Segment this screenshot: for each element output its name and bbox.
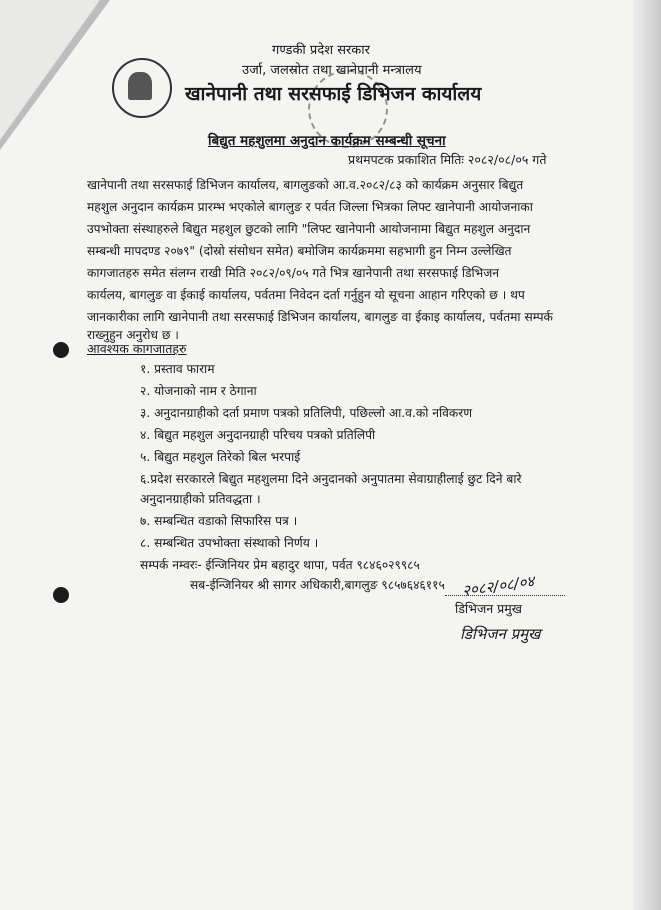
document-item: ७. सम्बन्धित वडाको सिफारिस पत्र । bbox=[140, 514, 298, 528]
body-line: राख्नुहुन अनुरोध छ । bbox=[87, 328, 179, 342]
document-item: ४. बिद्युत महशुल अनुदानग्राही परिचय पत्रको प्रतिलिपी bbox=[140, 428, 376, 442]
signature-line bbox=[445, 595, 565, 596]
contact-engineer: सम्पर्क नम्वरः- ईन्जिनियर प्रेम बहादुर थापा, पर्वत ९८४६०२९९८५ bbox=[140, 558, 420, 572]
document-item: २. योजनाको नाम र ठेगाना bbox=[140, 384, 257, 398]
office-name: खानेपानी तथा सरसफाई डिभिजन कार्यालय bbox=[185, 83, 482, 105]
handwritten-signature: २०८२/०८/०४ bbox=[461, 572, 536, 600]
punch-hole bbox=[53, 342, 69, 358]
signatory-title-handwritten: डिभिजन प्रमुख bbox=[460, 625, 541, 643]
document-item: ८. सम्बन्धित उपभोक्ता संस्थाको निर्णय । bbox=[140, 536, 319, 550]
body-line: सम्बन्धी मापदण्ड २०७९" (दोस्रो संसोधन समेत) बमोजिम कार्यक्रममा सहभागी हुन निम्न उल्लेखित bbox=[87, 244, 512, 258]
contact-sub-engineer: सब-ईन्जिनियर श्री सागर अधिकारी,बागलुङ ९८५७६४६११५ bbox=[190, 578, 445, 592]
body-line: जानकारीका लागि खानेपानी तथा सरसफाई डिभिजन कार्यालय, बागलुङ वा ईकाइ कार्यालय, पर्वतमा सम्पर्क bbox=[87, 310, 553, 324]
document-item: ५. बिद्युत महशुल तिरेको बिल भरपाई bbox=[140, 450, 301, 464]
body-line: उपभोक्ता संस्थाहरुले बिद्युत महशुल छुटको लागि "लिफ्ट खानेपानी आयोजनामा बिद्युत महशुल अनुदान bbox=[87, 222, 531, 236]
page-edge-shadow bbox=[633, 0, 661, 910]
document-item: ३. अनुदानग्राहीको दर्ता प्रमाण पत्रको प्रतिलिपी, पछिल्लो आ.व.को नविकरण bbox=[140, 406, 473, 420]
government-emblem-icon bbox=[112, 58, 172, 118]
punch-hole bbox=[53, 587, 69, 603]
body-line: कार्यलय, बागलुङ वा ईकाई कार्यालय, पर्वतमा निवेदन दर्ता गर्नुहुन यो सूचना आहान गरिएको छ । थप bbox=[87, 288, 525, 302]
signatory-title: डिभिजन प्रमुख bbox=[455, 601, 522, 616]
folded-corner-highlight bbox=[0, 0, 100, 140]
notice-title: बिद्युत महशुलमा अनुदान कार्यक्रम सम्बन्धी सूचना bbox=[208, 133, 446, 149]
document-item: १. प्रस्ताव फाराम bbox=[140, 362, 215, 376]
ministry-name: उर्जा, जलस्रोत तथा खानेपानी मन्त्रालय bbox=[242, 63, 422, 78]
body-line: कागजातहरु समेत संलग्न राखी मिति २०८२/०९/०५ गते भित्र खानेपानी तथा सरसफाई डिभिजन bbox=[87, 266, 500, 280]
documents-heading: आवश्यक कागजातहरु bbox=[87, 341, 187, 356]
body-line: महशुल अनुदान कार्यक्रम प्रारम्भ भएकोले बागलुङ र पर्वत जिल्ला भित्रका लिफ्ट खानेपानी आयोजनाका bbox=[87, 200, 533, 214]
document-item-continued: अनुदानग्राहीको प्रतिवद्धता । bbox=[140, 492, 261, 506]
body-line: खानेपानी तथा सरसफाई डिभिजन कार्यालय, बागलुङको आ.व.२०८२/८३ को कार्यक्रम अनुसार बिद्युत bbox=[87, 178, 524, 192]
document-item: ६.प्रदेश सरकारले बिद्युत महशुलमा दिने अनुदानको अनुपातमा सेवाग्राहीलाई छुट दिने बारे bbox=[140, 472, 522, 486]
government-name: गण्डकी प्रदेश सरकार bbox=[272, 43, 370, 58]
published-date: प्रथमपटक प्रकाशित मितिः २०८२/०८/०५ गते bbox=[348, 152, 547, 167]
